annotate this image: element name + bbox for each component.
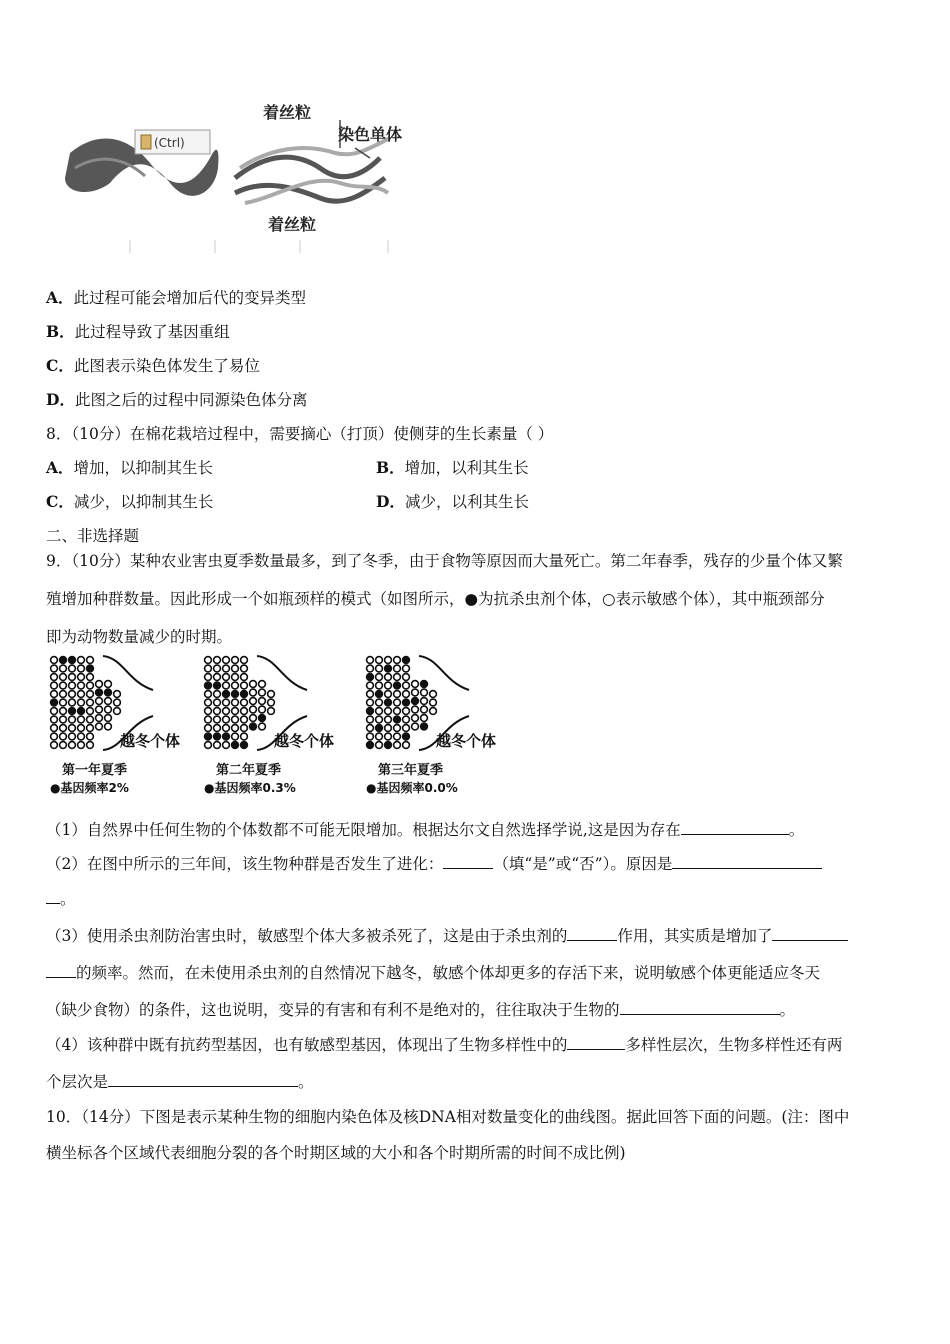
sensitive-individual-dot — [51, 674, 58, 681]
answer-blank[interactable] — [681, 820, 789, 835]
sensitive-individual-dot — [223, 699, 230, 706]
sensitive-individual-dot — [367, 725, 374, 732]
bottleneck-panel — [204, 656, 334, 795]
sensitive-individual-dot — [69, 674, 76, 681]
sensitive-individual-dot — [78, 691, 85, 698]
sensitive-individual-dot — [232, 716, 239, 723]
sensitive-individual-dot — [60, 708, 67, 715]
sensitive-individual-dot — [376, 674, 383, 681]
sensitive-individual-dot — [259, 706, 266, 713]
resistant-individual-dot — [214, 682, 221, 689]
sensitive-individual-dot — [96, 715, 103, 722]
sensitive-individual-dot — [60, 716, 67, 723]
sensitive-individual-dot — [394, 708, 401, 715]
sensitive-individual-dot — [87, 708, 94, 715]
sensitive-individual-dot — [232, 725, 239, 732]
sensitive-individual-dot — [376, 733, 383, 740]
bottleneck-panel — [50, 656, 180, 795]
sensitive-individual-dot — [69, 725, 76, 732]
resistant-individual-dot — [250, 723, 257, 730]
q9-line-1: 9．（10分）某种农业害虫夏季数量最多，到了冬季，由于食物等原因而大量死亡。第二年春季，残存的少量个体又繁 — [46, 552, 843, 570]
resistant-individual-dot — [241, 691, 248, 698]
sensitive-individual-dot — [376, 716, 383, 723]
sensitive-individual-dot — [394, 699, 401, 706]
q9-sub-1: （1）自然界中任何生物的个体数都不可能无限增加。根据达尔文自然选择学说,这是因为存在 。 — [46, 821, 805, 839]
q9-sub-3-cont2: （缺少食物）的条件，这也说明，变异的有害和有利不是绝对的，往往取决于生物的 。 — [46, 1001, 796, 1019]
sensitive-individual-dot — [241, 682, 248, 689]
sensitive-individual-dot — [205, 665, 212, 672]
sensitive-individual-dot — [241, 699, 248, 706]
season-label: 第二年夏季 — [216, 763, 282, 778]
sensitive-individual-dot — [51, 742, 58, 749]
sensitive-individual-dot — [403, 682, 410, 689]
sensitive-individual-dot — [114, 699, 121, 706]
resistant-individual-dot — [421, 681, 428, 688]
resistant-individual-dot — [385, 742, 392, 749]
sensitive-individual-dot — [51, 733, 58, 740]
sensitive-individual-dot — [105, 681, 112, 688]
sensitive-individual-dot — [241, 657, 248, 664]
resistant-individual-dot — [421, 723, 428, 730]
sensitive-individual-dot — [69, 682, 76, 689]
q7-option-b: B．此过程导致了基因重组 — [46, 322, 230, 341]
resistant-individual-dot — [232, 691, 239, 698]
sensitive-individual-dot — [367, 699, 374, 706]
q8-option-b: B．增加，以利其生长 — [376, 458, 529, 477]
sensitive-individual-dot — [385, 725, 392, 732]
sensitive-individual-dot — [87, 742, 94, 749]
resistant-individual-dot — [69, 708, 76, 715]
q9-sub-4: （4）该种群中既有抗药型基因，也有敏感型基因，体现出了生物多样性中的 多样性层次，生物多样性还有两 — [46, 1036, 843, 1054]
sensitive-individual-dot — [367, 691, 374, 698]
resistant-individual-dot — [367, 742, 374, 749]
clipboard-icon — [141, 135, 151, 149]
sensitive-individual-dot — [385, 716, 392, 723]
sensitive-individual-dot — [87, 699, 94, 706]
sensitive-individual-dot — [105, 715, 112, 722]
sensitive-individual-dot — [385, 691, 392, 698]
resistant-individual-dot — [259, 715, 266, 722]
sensitive-individual-dot — [51, 708, 58, 715]
resistant-individual-dot — [51, 699, 58, 706]
sensitive-individual-dot — [78, 682, 85, 689]
resistant-individual-dot — [60, 657, 67, 664]
section-title: 二、非选择题 — [46, 527, 140, 545]
sensitive-individual-dot — [205, 742, 212, 749]
sensitive-individual-dot — [69, 733, 76, 740]
overwinter-label: 越冬个体 — [120, 732, 181, 750]
sensitive-individual-dot — [385, 708, 392, 715]
chromosome-figure-svg — [50, 98, 430, 258]
sensitive-individual-dot — [367, 657, 374, 664]
q8-option-c: C．减少，以抑制其生长 — [46, 492, 214, 511]
sensitive-individual-dot — [78, 725, 85, 732]
sensitive-individual-dot — [60, 674, 67, 681]
sensitive-individual-dot — [421, 689, 428, 696]
sensitive-individual-dot — [205, 657, 212, 664]
sensitive-individual-dot — [376, 682, 383, 689]
sensitive-individual-dot — [394, 725, 401, 732]
sensitive-individual-dot — [367, 716, 374, 723]
sensitive-individual-dot — [385, 657, 392, 664]
sensitive-individual-dot — [232, 708, 239, 715]
sensitive-individual-dot — [241, 674, 248, 681]
sensitive-individual-dot — [394, 674, 401, 681]
resistant-individual-dot — [385, 699, 392, 706]
sensitive-individual-dot — [105, 706, 112, 713]
sensitive-individual-dot — [232, 674, 239, 681]
overwinter-label: 越冬个体 — [274, 732, 335, 750]
q9-sub-2-cont: 。 — [46, 887, 76, 909]
resistant-individual-dot — [69, 657, 76, 664]
sensitive-individual-dot — [223, 708, 230, 715]
sensitive-individual-dot — [232, 682, 239, 689]
q8-option-a: A．增加，以抑制其生长 — [46, 458, 214, 477]
resistant-individual-dot — [394, 682, 401, 689]
sensitive-individual-dot — [60, 682, 67, 689]
sensitive-individual-dot — [376, 699, 383, 706]
sensitive-individual-dot — [223, 682, 230, 689]
overwinter-label: 越冬个体 — [436, 732, 497, 750]
sensitive-individual-dot — [412, 681, 419, 688]
sensitive-individual-dot — [96, 681, 103, 688]
sensitive-individual-dot — [51, 657, 58, 664]
sensitive-individual-dot — [87, 657, 94, 664]
sensitive-individual-dot — [268, 691, 275, 698]
sensitive-individual-dot — [412, 723, 419, 730]
resistant-individual-dot — [223, 691, 230, 698]
sensitive-individual-dot — [403, 716, 410, 723]
sensitive-individual-dot — [394, 733, 401, 740]
sensitive-individual-dot — [69, 665, 76, 672]
sensitive-individual-dot — [385, 733, 392, 740]
sensitive-individual-dot — [223, 665, 230, 672]
answer-blank[interactable] — [567, 1035, 625, 1050]
sensitive-individual-dot — [214, 716, 221, 723]
sensitive-individual-dot — [430, 691, 437, 698]
sensitive-individual-dot — [51, 725, 58, 732]
sensitive-individual-dot — [69, 716, 76, 723]
answer-blank[interactable] — [620, 1000, 780, 1015]
resistant-individual-dot — [403, 733, 410, 740]
sensitive-individual-dot — [205, 716, 212, 723]
sensitive-individual-dot — [214, 665, 221, 672]
sensitive-individual-dot — [223, 742, 230, 749]
sensitive-individual-dot — [78, 742, 85, 749]
sensitive-individual-dot — [367, 682, 374, 689]
resistant-individual-dot — [205, 682, 212, 689]
sensitive-individual-dot — [394, 691, 401, 698]
sensitive-individual-dot — [51, 665, 58, 672]
sensitive-individual-dot — [232, 657, 239, 664]
sensitive-individual-dot — [403, 742, 410, 749]
sensitive-individual-dot — [367, 733, 374, 740]
sensitive-individual-dot — [421, 698, 428, 705]
sensitive-individual-dot — [69, 691, 76, 698]
season-label: 第一年夏季 — [62, 763, 128, 778]
sensitive-individual-dot — [87, 733, 94, 740]
sensitive-individual-dot — [60, 733, 67, 740]
sensitive-individual-dot — [214, 708, 221, 715]
sensitive-individual-dot — [394, 665, 401, 672]
sensitive-individual-dot — [51, 691, 58, 698]
sensitive-individual-dot — [223, 674, 230, 681]
sensitive-individual-dot — [367, 665, 374, 672]
resistant-individual-dot — [241, 742, 248, 749]
sensitive-individual-dot — [376, 708, 383, 715]
resistant-individual-dot — [403, 657, 410, 664]
sensitive-individual-dot — [259, 698, 266, 705]
sensitive-individual-dot — [403, 674, 410, 681]
sensitive-individual-dot — [87, 682, 94, 689]
sensitive-individual-dot — [232, 733, 239, 740]
sensitive-individual-dot — [430, 708, 437, 715]
q10-line-1: 10．（14分）下图是表示某种生物的细胞内染色体及核DNA相对数量变化的曲线图。据此回答下面的问题。(注：图中 — [46, 1108, 850, 1126]
sensitive-individual-dot — [241, 733, 248, 740]
sensitive-individual-dot — [223, 716, 230, 723]
sensitive-individual-dot — [250, 689, 257, 696]
sensitive-individual-dot — [60, 742, 67, 749]
bottleneck-figure — [44, 652, 514, 802]
sensitive-individual-dot — [403, 708, 410, 715]
sensitive-individual-dot — [385, 682, 392, 689]
answer-blank[interactable] — [108, 1072, 298, 1087]
q9-line-2: 殖增加种群数量。因此形成一个如瓶颈样的模式（如图所示，●为抗杀虫剂个体，○表示敏感个体），其中瓶颈部分 — [46, 590, 825, 608]
sensitive-individual-dot — [60, 725, 67, 732]
q9-sub-3-cont: 的频率。然而，在未使用杀虫剂的自然情况下越冬，敏感个体却更多的存活下来，说明敏感个体更能适应冬天 — [46, 961, 820, 983]
answer-blank[interactable] — [443, 854, 493, 869]
sensitive-individual-dot — [259, 681, 266, 688]
sensitive-individual-dot — [412, 715, 419, 722]
sensitive-individual-dot — [241, 708, 248, 715]
centromere-label-top: 着丝粒 — [263, 103, 312, 122]
bottleneck-svg — [44, 652, 514, 802]
resistant-individual-dot — [403, 699, 410, 706]
sensitive-individual-dot — [60, 665, 67, 672]
paste-badge-label: (Ctrl) — [154, 136, 185, 150]
sensitive-individual-dot — [232, 699, 239, 706]
sensitive-individual-dot — [78, 733, 85, 740]
sensitive-individual-dot — [241, 716, 248, 723]
sensitive-individual-dot — [223, 657, 230, 664]
sensitive-individual-dot — [421, 715, 428, 722]
gene-frequency-label: ●基因频率0.0% — [366, 781, 458, 795]
sensitive-individual-dot — [223, 725, 230, 732]
resistant-individual-dot — [87, 665, 94, 672]
sensitive-individual-dot — [412, 706, 419, 713]
sensitive-individual-dot — [87, 716, 94, 723]
sensitive-individual-dot — [259, 723, 266, 730]
answer-blank[interactable] — [567, 926, 617, 941]
sensitive-individual-dot — [241, 725, 248, 732]
q8-option-d: D．减少，以利其生长 — [376, 492, 529, 511]
sensitive-individual-dot — [96, 723, 103, 730]
sensitive-individual-dot — [205, 725, 212, 732]
sensitive-individual-dot — [51, 682, 58, 689]
sensitive-individual-dot — [250, 706, 257, 713]
sensitive-individual-dot — [69, 699, 76, 706]
sensitive-individual-dot — [78, 674, 85, 681]
season-label: 第三年夏季 — [378, 763, 444, 778]
sensitive-individual-dot — [114, 708, 121, 715]
resistant-individual-dot — [367, 674, 374, 681]
sensitive-individual-dot — [241, 665, 248, 672]
q9-sub-3: （3）使用杀虫剂防治害虫时，敏感型个体大多被杀死了，这是由于杀虫剂的 作用，其实质是增加了 — [46, 924, 848, 946]
sensitive-individual-dot — [105, 698, 112, 705]
sensitive-individual-dot — [403, 725, 410, 732]
resistant-individual-dot — [394, 716, 401, 723]
centromere-label-bottom: 着丝粒 — [268, 215, 317, 234]
q9-line-3: 即为动物数量减少的时期。 — [46, 628, 233, 646]
resistant-individual-dot — [214, 733, 221, 740]
sensitive-individual-dot — [87, 725, 94, 732]
sensitive-individual-dot — [250, 681, 257, 688]
sensitive-individual-dot — [394, 742, 401, 749]
gene-frequency-label: ●基因频率2% — [50, 781, 129, 795]
sensitive-individual-dot — [403, 691, 410, 698]
q7-option-a: A．此过程可能会增加后代的变异类型 — [46, 288, 307, 307]
sensitive-individual-dot — [376, 657, 383, 664]
sensitive-individual-dot — [78, 716, 85, 723]
sensitive-individual-dot — [205, 708, 212, 715]
sensitive-individual-dot — [78, 665, 85, 672]
bottleneck-panel — [366, 656, 496, 795]
sensitive-individual-dot — [250, 698, 257, 705]
sensitive-individual-dot — [214, 699, 221, 706]
resistant-individual-dot — [78, 708, 85, 715]
sensitive-individual-dot — [214, 742, 221, 749]
sensitive-individual-dot — [205, 699, 212, 706]
q7-option-c: C．此图表示染色体发生了易位 — [46, 356, 260, 375]
sensitive-individual-dot — [268, 699, 275, 706]
resistant-individual-dot — [105, 689, 112, 696]
resistant-individual-dot — [205, 733, 212, 740]
sensitive-individual-dot — [421, 706, 428, 713]
sensitive-individual-dot — [385, 674, 392, 681]
answer-blank[interactable] — [772, 926, 848, 941]
resistant-individual-dot — [376, 725, 383, 732]
answer-blank[interactable] — [672, 854, 822, 869]
sensitive-individual-dot — [214, 657, 221, 664]
sensitive-individual-dot — [268, 708, 275, 715]
sensitive-individual-dot — [232, 665, 239, 672]
q10-line-2: 横坐标各个区域代表细胞分裂的各个时期区域的大小和各个时期所需的时间不成比例) — [46, 1144, 626, 1162]
sensitive-individual-dot — [87, 691, 94, 698]
q7-option-d: D．此图之后的过程中同源染色体分离 — [46, 390, 308, 409]
q9-sub-2: （2）在图中所示的三年间，该生物种群是否发生了进化： （填“是”或“否”）。原因是 — [46, 852, 822, 874]
sensitive-individual-dot — [78, 657, 85, 664]
sensitive-individual-dot — [376, 665, 383, 672]
sensitive-individual-dot — [205, 674, 212, 681]
resistant-individual-dot — [412, 698, 419, 705]
answer-blank[interactable] — [46, 963, 76, 978]
sensitive-individual-dot — [78, 699, 85, 706]
sensitive-individual-dot — [214, 725, 221, 732]
gene-frequency-label: ●基因频率0.3% — [204, 781, 296, 795]
sensitive-individual-dot — [214, 674, 221, 681]
sensitive-individual-dot — [96, 698, 103, 705]
sensitive-individual-dot — [430, 699, 437, 706]
chromatid-label: 染色单体 — [338, 125, 403, 144]
sensitive-individual-dot — [250, 715, 257, 722]
sensitive-individual-dot — [376, 742, 383, 749]
sensitive-individual-dot — [403, 665, 410, 672]
resistant-individual-dot — [223, 733, 230, 740]
sensitive-individual-dot — [60, 699, 67, 706]
resistant-individual-dot — [376, 691, 383, 698]
sensitive-individual-dot — [60, 691, 67, 698]
answer-blank[interactable] — [46, 889, 60, 904]
sensitive-individual-dot — [412, 689, 419, 696]
q8-stem: 8．（10分）在棉花栽培过程中，需要摘心（打顶）使侧芽的生长素量（ ） — [46, 425, 554, 443]
sensitive-individual-dot — [105, 723, 112, 730]
sensitive-individual-dot — [214, 691, 221, 698]
chromosome-figure — [50, 98, 430, 258]
resistant-individual-dot — [367, 708, 374, 715]
q9-sub-4-cont: 个层次是 。 — [46, 1073, 314, 1091]
sensitive-individual-dot — [259, 689, 266, 696]
sensitive-individual-dot — [114, 691, 121, 698]
sensitive-individual-dot — [51, 716, 58, 723]
sensitive-individual-dot — [87, 674, 94, 681]
resistant-individual-dot — [385, 665, 392, 672]
resistant-individual-dot — [232, 742, 239, 749]
sensitive-individual-dot — [394, 657, 401, 664]
sensitive-individual-dot — [69, 742, 76, 749]
resistant-individual-dot — [96, 689, 103, 696]
sensitive-individual-dot — [96, 706, 103, 713]
sensitive-individual-dot — [205, 691, 212, 698]
